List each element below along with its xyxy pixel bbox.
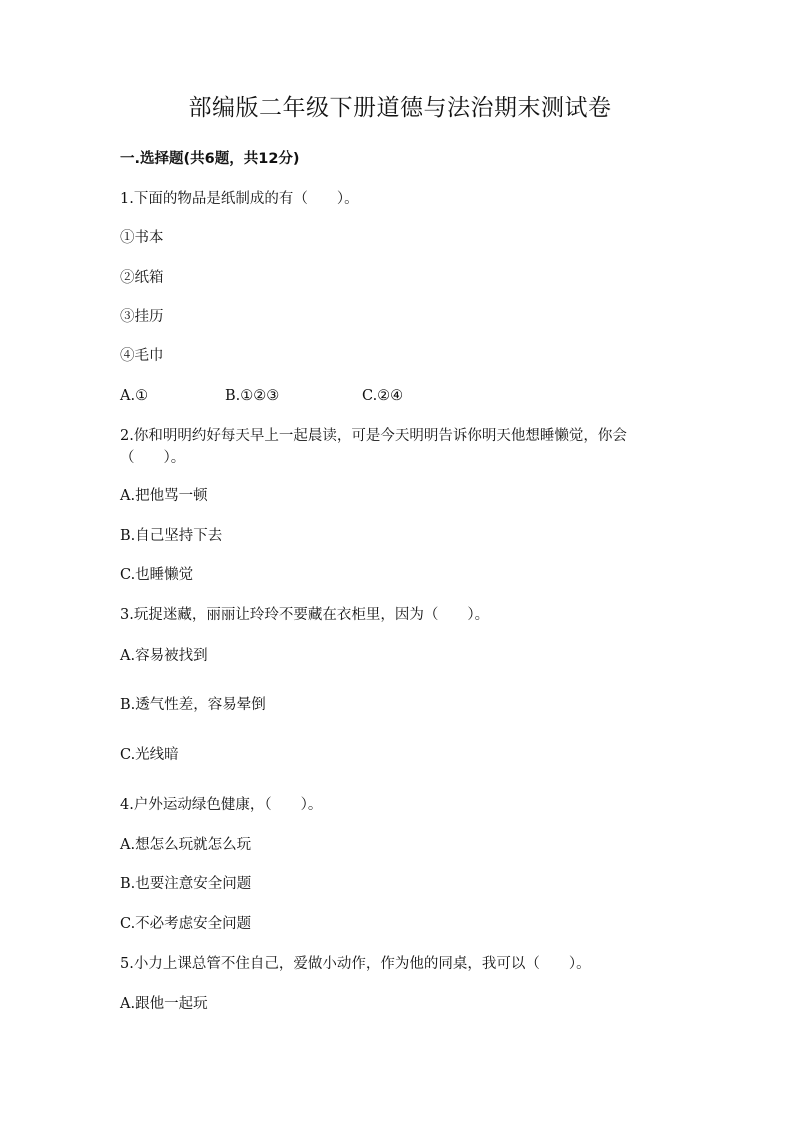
- question-1-item-4: ④毛巾: [120, 348, 164, 364]
- question-4-option-b: B.也要注意安全问题: [120, 876, 252, 892]
- question-2-option-c: C.也睡懒觉: [120, 567, 194, 583]
- question-1-options: [120, 385, 680, 407]
- question-1-item-3: ③挂历: [120, 309, 164, 325]
- question-3-option-a: A.容易被找到: [120, 648, 208, 664]
- question-1-option-a: A.①: [120, 388, 149, 404]
- question-2-option-b: B.自己坚持下去: [120, 528, 223, 544]
- question-2-option-a: A.把他骂一顿: [120, 488, 208, 504]
- question-2-stem: 2.你和明明约好每天早上一起晨读，可是今天明明告诉你明天他想睡懒觉，你会（ ）。: [120, 428, 627, 466]
- page-title: 部编版二年级下册道德与法治期末测试卷: [188, 95, 612, 121]
- question-1-option-c: C.②④: [362, 388, 404, 404]
- question-1-item-2: ②纸箱: [120, 270, 164, 286]
- question-1-stem: 1.下面的物品是纸制成的有（ ）。: [120, 191, 359, 207]
- question-3-option-c: C.光线暗: [120, 747, 179, 763]
- question-4-option-c: C.不必考虑安全问题: [120, 916, 252, 932]
- question-3-option-b: B.透气性差，容易晕倒: [120, 697, 266, 713]
- question-4-option-a: A.想怎么玩就怎么玩: [120, 837, 252, 853]
- question-4-stem: 4.户外运动绿色健康，（ ）。: [120, 797, 323, 813]
- question-5-option-a: A.跟他一起玩: [120, 996, 208, 1012]
- question-3-stem: 3.玩捉迷藏，丽丽让玲玲不要藏在衣柜里，因为（ ）。: [120, 607, 490, 623]
- question-1-option-b: B.①②③: [225, 388, 280, 404]
- question-1-item-1: ①书本: [120, 230, 164, 246]
- question-5-stem: 5.小力上课总管不住自己，爱做小动作，作为他的同桌，我可以（ ）。: [120, 956, 591, 972]
- section-heading: 一.选择题(共6题，共12分): [120, 151, 300, 167]
